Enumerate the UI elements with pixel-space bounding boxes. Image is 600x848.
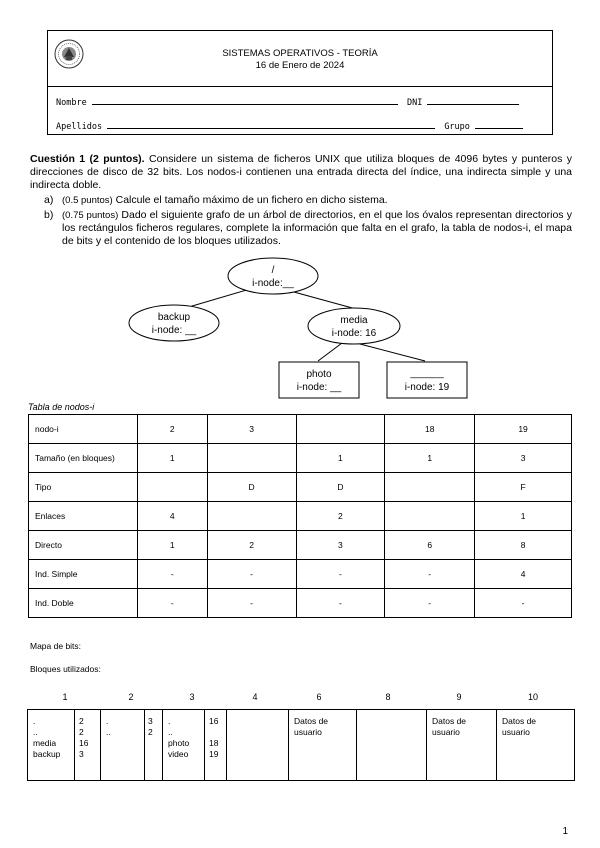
inode-table-row bbox=[29, 531, 572, 560]
block-number-10: 10 bbox=[527, 692, 538, 702]
block-4 bbox=[226, 710, 289, 780]
block-number-8: 8 bbox=[385, 692, 391, 702]
subquestion-a-points: (0.5 puntos) bbox=[62, 195, 113, 206]
inode-table bbox=[28, 414, 572, 618]
inode-cell[interactable] bbox=[385, 502, 475, 531]
inode-table-caption: Tabla de nodos-i bbox=[28, 402, 95, 412]
inode-table-row bbox=[29, 473, 572, 502]
subquestion-b-text: Dado el siguiente grafo de un árbol de directorios, en el que los óvalos representan directorios y los rectángulos ficheros regulares, complete la información que falta en el grafo, la tabla de nodos-i, el mapa de bits y el contenido de los bloques utilizados. bbox=[62, 209, 572, 247]
block-3 bbox=[162, 710, 205, 780]
block-number-3: 3 bbox=[189, 692, 195, 702]
subquestion-a-text: Calcule el tamaño máximo de un fichero en dicho sistema. bbox=[115, 194, 388, 206]
inode-cell[interactable]: 4 bbox=[475, 560, 572, 589]
block-number-2: 2 bbox=[128, 692, 134, 702]
inode-cell[interactable]: - bbox=[475, 589, 572, 618]
node-media-inode: i-node: 16 bbox=[331, 328, 377, 339]
inode-table-row bbox=[29, 589, 572, 618]
block-1-inode-col bbox=[74, 710, 101, 780]
block-number-4: 4 bbox=[252, 692, 258, 702]
subquestion-a-marker: a) bbox=[44, 194, 54, 206]
block-9 bbox=[426, 710, 497, 780]
block-8 bbox=[356, 710, 427, 780]
node-unknown-name: ______ bbox=[410, 368, 444, 379]
inode-row-label: nodo-i bbox=[29, 415, 138, 444]
edge-media-unknown bbox=[360, 344, 425, 361]
block-number-9: 9 bbox=[456, 692, 462, 702]
inode-row-label: Tipo bbox=[29, 473, 138, 502]
inode-cell[interactable]: - bbox=[385, 560, 475, 589]
inode-table-row bbox=[29, 415, 572, 444]
block-2 bbox=[100, 710, 147, 780]
question-text: Considere un sistema de ficheros UNIX que utiliza bloques de 4096 bytes y punteros y direcciones de disco de 32 bits. Los nodos-i contienen una entrada directa del índice, una indirecta simple y una indirecta doble. bbox=[30, 153, 573, 191]
inode-cell[interactable] bbox=[207, 502, 296, 531]
page-number: 1 bbox=[562, 826, 568, 837]
used-blocks-strip bbox=[27, 709, 575, 781]
inode-cell[interactable]: F bbox=[475, 473, 572, 502]
inode-cell[interactable]: 1 bbox=[137, 444, 207, 473]
inode-cell[interactable]: 3 bbox=[296, 531, 385, 560]
inode-cell[interactable]: 2 bbox=[137, 415, 207, 444]
inode-cell[interactable]: - bbox=[137, 589, 207, 618]
node-photo-inode: i-node: __ bbox=[296, 382, 342, 393]
edge-media-photo bbox=[318, 343, 342, 361]
block-3-names: . .. photo video bbox=[168, 716, 190, 759]
node-unknown-inode: i-node: 19 bbox=[404, 382, 450, 393]
grupo-label: Grupo bbox=[444, 122, 470, 132]
inode-cell[interactable]: 3 bbox=[475, 444, 572, 473]
block-1-names: . .. media backup bbox=[33, 716, 61, 759]
inode-row-label: Ind. Doble bbox=[29, 589, 138, 618]
inode-cell[interactable]: 1 bbox=[296, 444, 385, 473]
block-number-1: 1 bbox=[62, 692, 68, 702]
block-10-text: Datos de usuario bbox=[502, 716, 537, 737]
inode-row-label: Tamaño (en bloques) bbox=[29, 444, 138, 473]
inode-cell[interactable]: - bbox=[207, 589, 296, 618]
inode-row-label: Enlaces bbox=[29, 502, 138, 531]
inode-cell[interactable]: 3 bbox=[207, 415, 296, 444]
block-6 bbox=[288, 710, 357, 780]
inode-cell[interactable]: 18 bbox=[385, 415, 475, 444]
inode-cell[interactable]: 19 bbox=[475, 415, 572, 444]
block-2-names: . .. bbox=[106, 716, 111, 737]
block-3-inodes: 16 18 19 bbox=[209, 716, 219, 759]
inode-cell[interactable]: 2 bbox=[296, 502, 385, 531]
apellidos-label: Apellidos bbox=[56, 122, 103, 132]
block-6-text: Datos de usuario bbox=[294, 716, 329, 737]
exam-date: 16 de Enero de 2024 bbox=[255, 60, 345, 71]
directory-tree-graph bbox=[0, 0, 600, 400]
inode-cell[interactable]: - bbox=[137, 560, 207, 589]
inode-cell[interactable]: 8 bbox=[475, 531, 572, 560]
inode-cell[interactable] bbox=[137, 473, 207, 502]
subquestion-b-points: (0.75 puntos) bbox=[62, 210, 119, 221]
block-9-text: Datos de usuario bbox=[432, 716, 467, 737]
inode-table-row bbox=[29, 444, 572, 473]
block-number-6: 6 bbox=[316, 692, 322, 702]
inode-cell[interactable]: - bbox=[207, 560, 296, 589]
block-2-inodes: 3 2 bbox=[148, 716, 153, 737]
inode-cell[interactable] bbox=[296, 415, 385, 444]
inode-row-label: Ind. Simple bbox=[29, 560, 138, 589]
inode-cell[interactable]: 1 bbox=[475, 502, 572, 531]
inode-cell[interactable] bbox=[207, 444, 296, 473]
inode-cell[interactable]: 1 bbox=[137, 531, 207, 560]
inode-cell[interactable]: - bbox=[296, 589, 385, 618]
inode-cell[interactable]: 1 bbox=[385, 444, 475, 473]
inode-cell[interactable]: 6 bbox=[385, 531, 475, 560]
inode-cell[interactable]: D bbox=[296, 473, 385, 502]
node-root-inode: i-node:__ bbox=[252, 278, 294, 289]
inode-cell[interactable]: D bbox=[207, 473, 296, 502]
inode-cell[interactable]: - bbox=[385, 589, 475, 618]
inode-cell[interactable] bbox=[385, 473, 475, 502]
nombre-label: Nombre bbox=[56, 98, 87, 108]
question-title: Cuestión 1 (2 puntos). bbox=[30, 153, 145, 165]
dni-label: DNI bbox=[406, 98, 423, 108]
inode-table-row bbox=[29, 502, 572, 531]
inode-row-label: Directo bbox=[29, 531, 138, 560]
node-root-name: / bbox=[271, 265, 275, 276]
node-media-name: media bbox=[340, 315, 368, 326]
block-1-inodes: 2 2 16 3 bbox=[79, 716, 89, 759]
block-3-inode-col bbox=[204, 710, 227, 780]
node-backup-inode: i-node: __ bbox=[151, 325, 197, 336]
inode-table-row bbox=[29, 560, 572, 589]
blocks-label: Bloques utilizados: bbox=[30, 664, 101, 674]
inode-cell[interactable]: 4 bbox=[137, 502, 207, 531]
course-title: SISTEMAS OPERATIVOS - TEORÍA bbox=[222, 48, 378, 59]
node-photo-name: photo bbox=[306, 369, 332, 380]
subquestion-b-marker: b) bbox=[44, 209, 54, 221]
inode-cell[interactable]: - bbox=[296, 560, 385, 589]
bitmap-label: Mapa de bits: bbox=[30, 641, 82, 651]
node-backup-name: backup bbox=[157, 312, 191, 323]
inode-cell[interactable]: 2 bbox=[207, 531, 296, 560]
block-2-inode-col bbox=[144, 710, 163, 780]
block-10 bbox=[496, 710, 575, 780]
